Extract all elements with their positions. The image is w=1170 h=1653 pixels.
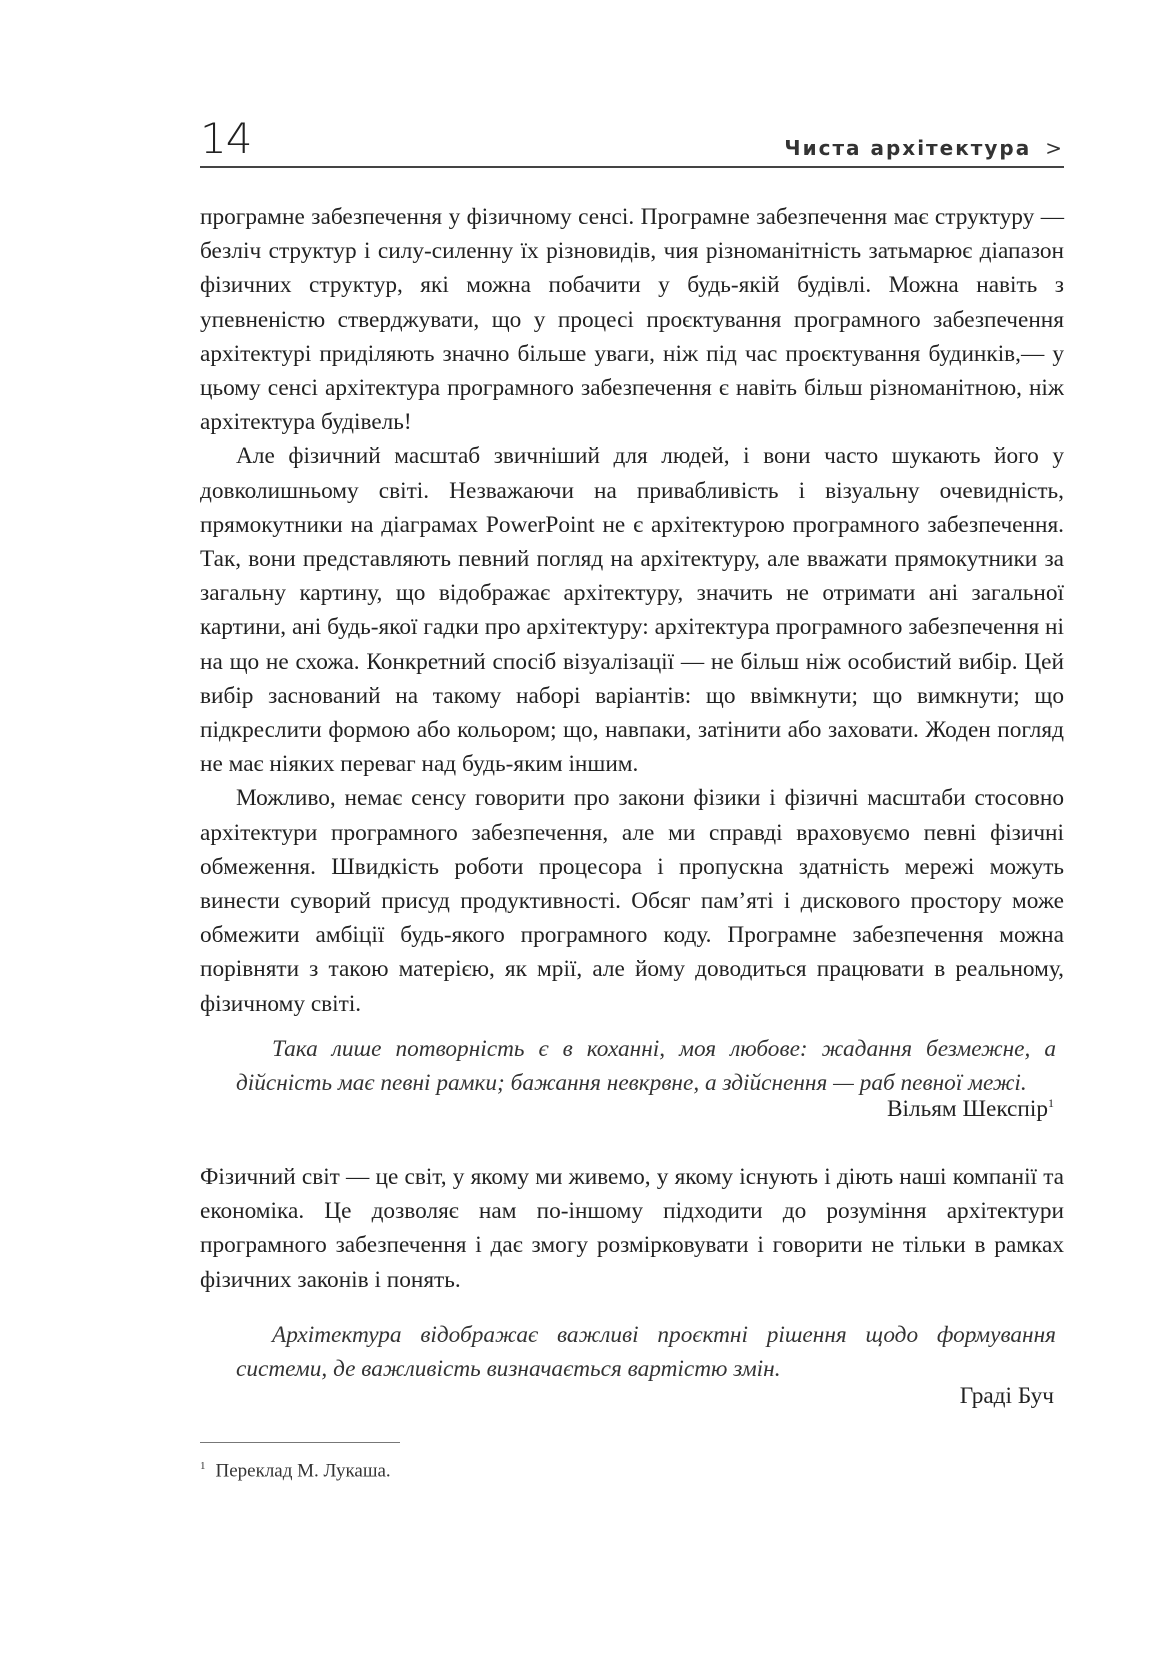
quote-1-author	[887, 1096, 1054, 1123]
running-title-text: Чиста архітектура	[784, 136, 1032, 160]
epigraph-booch	[236, 1318, 1056, 1386]
running-title	[784, 136, 1064, 160]
paragraph-3: Можливо, немає сенсу говорити про закони фізики і фізичні масштаби стосовно архітектури програмного забезпечення, але ми справді враховуємо певні фізичні обмеження. Швидкість роботи процесора і пропускна здатність мережі можуть винести суворий присуд продуктивності. Обсяг пам’яті і дискового простору може обмежити амбіції будь-якого програмного коду. Програмне забезпечення можна порівняти з такою матерією, як мрії, але йому доводиться працювати в реальному, фізичному світі.	[200, 785, 1064, 1017]
paragraph-1: програмне забезпечення у фізичному сенсі. Програмне забезпечення має структуру — безліч структур і силу-силенну їх різновидів, чия різноманітність затьмарює діапазон фізичних структур, які можна побачити у будь-якій будівлі. Можна навіть з упевненістю стверджувати, що у процесі проєктування програмного забезпечення архітектурі приділяють значно більше уваги, ніж під час проєктування будинків,— у цьому сенсі архітектура програмного забезпечення є навіть більш різноманітною, ніж архітектура будівель!	[200, 204, 1064, 436]
page-number: 14	[200, 114, 252, 163]
epigraph-shakespeare	[236, 1032, 1056, 1100]
footnote-text: Переклад М. Лукаша.	[215, 1460, 391, 1482]
paragraph-2: Але фізичний масштаб звичніший для людей, і вони часто шукають його у довколишньому світі. Незважаючи на привабливість і візуальну очевидність, прямокутники на діаграмах PowerPoint не є архітектурою програмного забезпечення. Так, вони представляють певний погляд на архітектуру, але вважати прямокутники за загальну картину, що відображає архітектуру, значить не отримати ані загальної картини, ані будь-якої гадки про архітектуру: архітектура програмного забезпечення ні на що не схожа. Конкретний спосіб візуалізації — не більш ніж особистий вибір. Цей вибір заснований на такому наборі варіантів: що ввімкнути; що вимкнути; що підкреслити формою або кольором; що, навпаки, затінити або заховати. Жоден погляд не має ніяких переваг над будь-яким іншим.	[200, 443, 1064, 778]
quote-1-author-name: Вільям Шекспір	[886, 1096, 1048, 1122]
footnote-rule	[200, 1442, 400, 1443]
header-rule	[200, 166, 1064, 168]
quote-2-author: Граді Буч	[959, 1383, 1054, 1409]
quote-1-text: Така лише потворність є в коханні, моя любове: жадання безмежне, а дійсність має певні рамки; бажання невкрвне, а здійснення — раб певної межі.	[236, 1036, 1056, 1097]
footnote-mark: 1	[200, 1460, 206, 1472]
chevron-right-icon: >	[1045, 136, 1064, 160]
paragraph-4: Фізичний світ — це світ, у якому ми живемо, у якому існують і діють наші компанії та економіка. Це дозволяє нам по-іншому підходити до розуміння архітектури програмного забезпечення і дає змогу розмірковувати і говорити не тільки в рамках фізичних законів і понять.	[200, 1164, 1064, 1293]
main-text-continued	[200, 1160, 1064, 1297]
quote-2-text: Архітектура відображає важливі проєктні рішення щодо формування системи, де важливість визначається вартістю змін.	[236, 1322, 1056, 1383]
main-text	[200, 200, 1064, 1021]
footnote	[200, 1460, 391, 1482]
footnote-reference[interactable]: 1	[1048, 1096, 1054, 1111]
